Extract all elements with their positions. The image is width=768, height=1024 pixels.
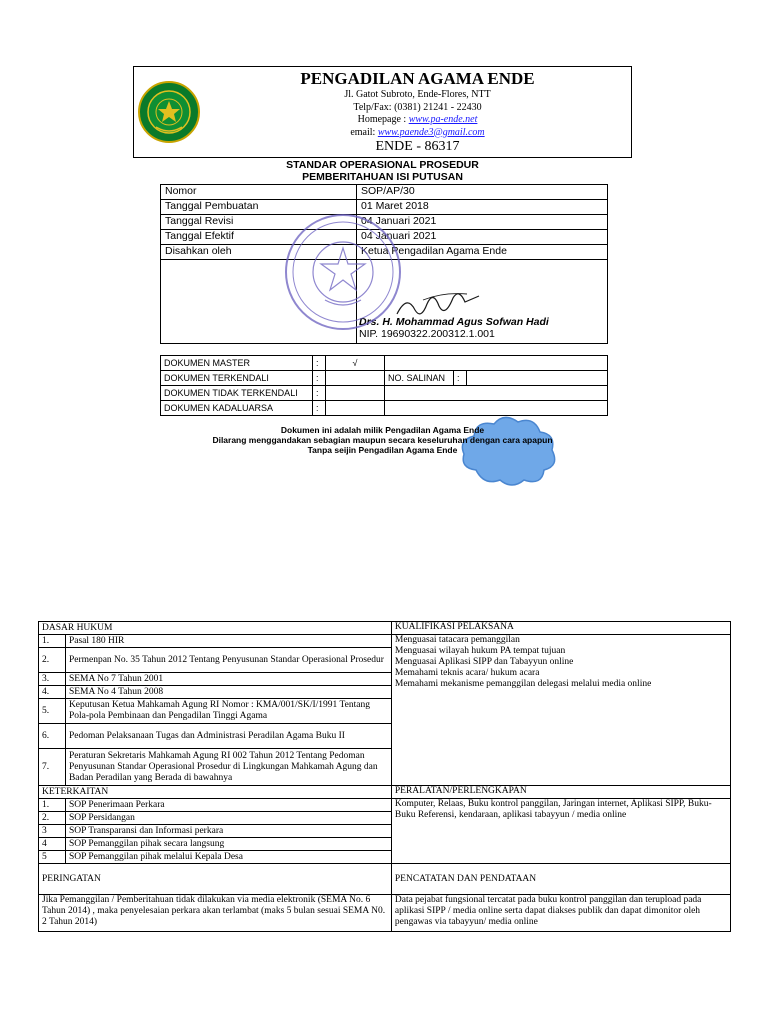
peralatan-cell: Komputer, Relaas, Buku kontrol panggilan, Jaringan internet, Aplikasi SIPP, Buku-Buku Referensi, kendaraan, aplikasi tabayyun / media online [391,799,730,864]
info-label-tanggal-revisi: Tanggal Revisi [161,215,357,230]
court-logo-icon [138,81,200,143]
table-row [161,386,608,401]
info-value-disahkan-oleh: Ketua Pengadilan Agama Ende [357,245,608,260]
peringatan-text: Jika Pemanggilan / Pemberitahuan tidak dilakukan via media elektronik (SEMA No. 6 Tahun 2014) , maka penyelesaian perkara akan terlambat (maks 5 bulan sesuai SEMA N0. 2 Tahun 2014) [39,895,392,932]
document-control-table [160,355,608,416]
info-label-tanggal-pembuatan: Tanggal Pembuatan [161,200,357,215]
peralatan-header: PERALATAN/PERLENGKAPAN [391,786,730,799]
email-line [204,127,631,140]
keterkaitan-text: SOP Penerimaan Perkara [65,799,391,812]
court-address: Jl. Gatot Subroto, Ende-Flores, NTT [344,89,491,100]
table-row [39,864,731,895]
sop-title [133,159,632,183]
doc-empty-cell [385,356,608,371]
table-row [39,786,731,799]
peringatan-header: PERINGATAN [39,864,392,895]
dasar-num: 1. [39,635,66,648]
letterhead [133,66,632,158]
court-name: PENGADILAN AGAMA ENDE [300,69,535,88]
dasar-hukum-header: DASAR HUKUM [39,622,392,635]
list-item: Menguasai wilayah hukum PA tempat tujuan [394,646,566,656]
doc-empty-cell [385,386,608,401]
doc-label-kadaluarsa: DOKUMEN KADALUARSA [161,401,313,416]
pencatatan-text: Data pejabat fungsional tercatat pada buku kontrol panggilan dan terupload pada aplikasi SIPP / media online serta dapat diakses publik dan dapat dimonitor oleh pengawas via tabayyun/ media online [391,895,730,932]
homepage-line [204,114,631,127]
dasar-num: 6. [39,724,66,749]
table-row [161,356,608,371]
list-item: Memahami mekanisme pemanggilan delegasi melalui media online [394,679,652,689]
email-link[interactable]: www.paende3@gmail.com [377,126,485,138]
sop-title-line1: STANDAR OPERASIONAL PROSEDUR [286,159,479,171]
info-value-tanggal-efektif: 04 Januari 2021 [357,230,608,245]
kualifikasi-cell [391,635,730,786]
dasar-text: Keputusan Ketua Mahkamah Agung RI Nomor : KMA/001/SK/I/1991 Tentang Pola-pola Pembinaan dan Pengadilan Tinggi Agama [65,699,391,724]
sop-title-line2: PEMBERITAHUAN ISI PUTUSAN [302,171,463,183]
keterkaitan-num: 1. [39,799,66,812]
doc-sep: : [313,401,326,416]
notice-line3: Tanpa seijin Pengadilan Agama Ende [307,445,458,455]
doc-sep: : [313,371,326,386]
keterkaitan-text: SOP Transparansi dan Informasi perkara [65,825,391,838]
homepage-link[interactable]: www.pa-ende.net [408,114,478,125]
doc-label-tidak-terkendali: DOKUMEN TIDAK TERKENDALI [161,386,313,401]
notice-line1: Dokumen ini adalah milik Pengadilan Agama Ende [280,425,485,435]
info-value-tanggal-revisi: 04 Januari 2021 [357,215,608,230]
doc-mark-kadaluarsa [326,401,385,416]
table-row [39,622,731,635]
dasar-num: 2. [39,648,66,673]
homepage-label: Homepage : [357,114,409,125]
doc-mark-tidak-terkendali [326,386,385,401]
court-stamp-icon [283,212,403,332]
info-value-nomor: SOP/AP/30 [357,185,608,200]
dasar-num: 3. [39,673,66,686]
keterkaitan-header: KETERKAITAN [39,786,392,799]
court-code: ENDE - 86317 [375,139,460,154]
dasar-text: Pasal 180 HIR [65,635,391,648]
table-row [161,185,608,200]
dasar-num: 7. [39,749,66,786]
ownership-notice [133,425,632,455]
dasar-num: 5. [39,699,66,724]
kualifikasi-header: KUALIFIKASI PELAKSANA [391,622,730,635]
info-label-nomor: Nomor [161,185,357,200]
list-item: Memahami teknis acara/ hukum acara [394,668,540,678]
doc-mark-terkendali [326,371,385,386]
dasar-num: 4. [39,686,66,699]
keterkaitan-text: SOP Persidangan [65,812,391,825]
notice-line2: Dilarang menggandakan sebagian maupun secara keseluruhan dengan cara apapun [212,435,553,445]
no-salinan-sep: : [454,371,467,386]
dasar-text: SEMA No 7 Tahun 2001 [65,673,391,686]
keterkaitan-num: 3 [39,825,66,838]
dasar-text: Peraturan Sekretaris Mahkamah Agung RI 002 Tahun 2012 Tentang Pedoman Penyusunan Standar Operasional Prosedur di Lingkungan Mahkamah Agung dan Badan Peradilan yang Berada di bawahnya [65,749,391,786]
no-salinan-value [467,371,608,386]
signer-name: Drs. H. Mohammad Agus Sofwan Hadi [359,316,549,328]
list-item: Menguasai Aplikasi SIPP dan Tabayyun online [394,657,574,667]
doc-label-terkendali: DOKUMEN TERKENDALI [161,371,313,386]
info-value-tanggal-pembuatan: 01 Maret 2018 [357,200,608,215]
signer-nip: NIP. 19690322.200312.1.001 [359,328,495,340]
court-phone: Telp/Fax: (0381) 21241 - 22430 [353,101,482,113]
keterkaitan-num: 2. [39,812,66,825]
no-salinan-label: NO. SALINAN [385,371,454,386]
keterkaitan-text: SOP Pemanggilan pihak secara langsung [65,838,391,851]
legal-basis-table [38,621,731,932]
table-row [39,895,731,932]
table-row [161,371,608,386]
dasar-text: SEMA No 4 Tahun 2008 [65,686,391,699]
info-label-disahkan-oleh: Disahkan oleh [161,245,357,260]
table-row [39,635,731,648]
email-label: email: [350,126,378,138]
pencatatan-header: PENCATATAN DAN PENDATAAN [391,864,730,895]
keterkaitan-num: 4 [39,838,66,851]
dasar-text: Pedoman Pelaksanaan Tugas dan Administrasi Peradilan Agama Buku II [65,724,391,749]
doc-label-master: DOKUMEN MASTER [161,356,313,371]
dasar-text: Permenpan No. 35 Tahun 2012 Tentang Penyusunan Standar Operasional Prosedur [65,648,391,673]
doc-sep: : [313,356,326,371]
keterkaitan-text: SOP Pemanggilan pihak melalui Kepala Desa [65,851,391,864]
list-item: Menguasai tatacara pemanggilan [394,635,520,645]
keterkaitan-num: 5 [39,851,66,864]
table-row [39,799,731,812]
doc-sep: : [313,386,326,401]
doc-mark-master: √ [326,356,385,371]
info-label-tanggal-efektif: Tanggal Efektif [161,230,357,245]
